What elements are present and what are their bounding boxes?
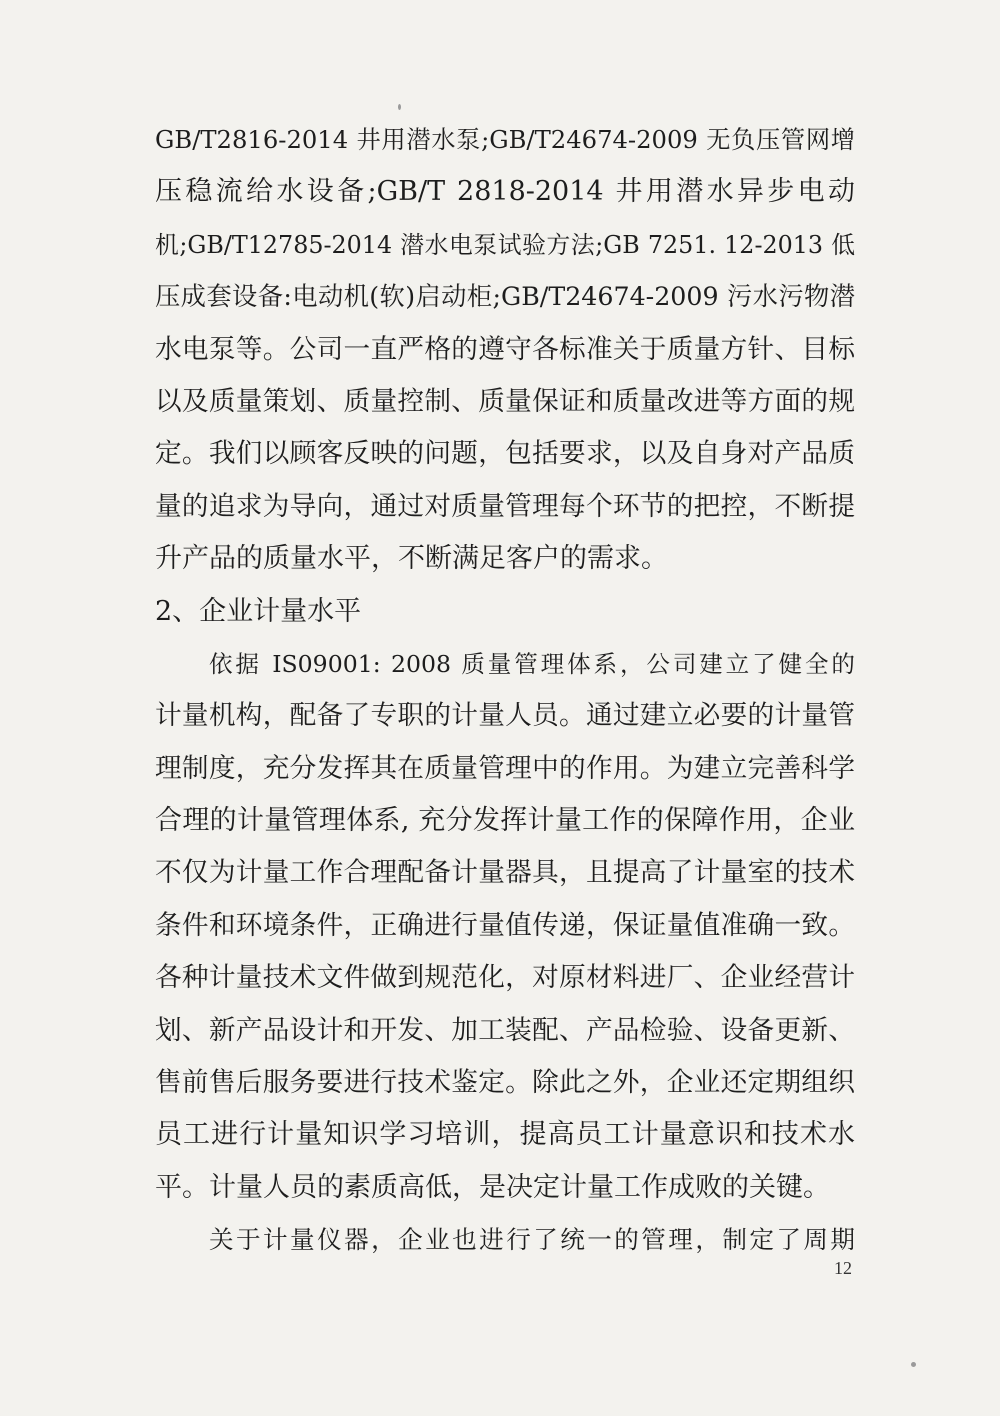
text-line: 条件和环境条件，正确进行量值传递，保证量值准确一致。 bbox=[155, 909, 855, 941]
text-line: 平。计量人员的素质高低，是决定计量工作成败的关键。 bbox=[155, 1171, 830, 1203]
text-line: 理制度，充分发挥其在质量管理中的作用。为建立完善科学 bbox=[155, 752, 855, 784]
text-line: 依据 IS09001: 2008 质量管理体系，公司建立了健全的 bbox=[209, 649, 855, 678]
text-line: GB/T2816-2014 井用潜水泵;GB/T24674-2009 无负压管网增 bbox=[155, 125, 855, 154]
text-line: 不仅为计量工作合理配备计量器具，且提高了计量室的技术 bbox=[155, 857, 855, 889]
text-line: 售前售后服务要进行技术鉴定。除此之外，企业还定期组织 bbox=[155, 1067, 855, 1099]
text-line: 员工进行计量知识学习培训，提高员工计量意识和技术水 bbox=[155, 1119, 855, 1151]
body-text bbox=[155, 114, 855, 1267]
text-line: 水电泵等。公司一直严格的遵守各标准关于质量方针、目标 bbox=[155, 333, 855, 365]
text-line: 划、新产品设计和开发、加工装配、产品检验、设备更新、 bbox=[155, 1014, 855, 1046]
text-line: 量的追求为导向，通过对质量管理每个环节的把控，不断提 bbox=[155, 490, 855, 522]
scan-speck bbox=[911, 1362, 916, 1367]
text-line: 压成套设备:电动机(软)启动柜;GB/T24674-2009 污水污物潜 bbox=[155, 282, 855, 312]
text-line: 计量机构，配备了专职的计量人员。通过建立必要的计量管 bbox=[155, 700, 855, 732]
section-heading: 2、企业计量水平 bbox=[155, 595, 362, 627]
text-line: 以及质量策划、质量控制、质量保证和质量改进等方面的规 bbox=[155, 385, 855, 417]
scan-speck bbox=[398, 104, 401, 110]
text-line: 定。我们以顾客反映的问题，包括要求，以及自身对产品质 bbox=[155, 438, 855, 470]
text-line: 压稳流给水设备;GB/T 2818-2014 井用潜水异步电动 bbox=[155, 176, 855, 208]
text-line: 升产品的质量水平，不断满足客户的需求。 bbox=[155, 543, 668, 575]
text-line: 合理的计量管理体系, 充分发挥计量工作的保障作用，企业 bbox=[155, 805, 855, 837]
page-number: 12 bbox=[834, 1258, 852, 1278]
text-line: 机;GB/T12785-2014 潜水电泵试验方法;GB 7251. 12-2013 低 bbox=[155, 230, 855, 259]
text-line: 关于计量仪器，企业也进行了统一的管理，制定了周期 bbox=[209, 1225, 855, 1255]
text-line: 各种计量技术文件做到规范化，对原材料进厂、企业经营计 bbox=[155, 962, 855, 994]
